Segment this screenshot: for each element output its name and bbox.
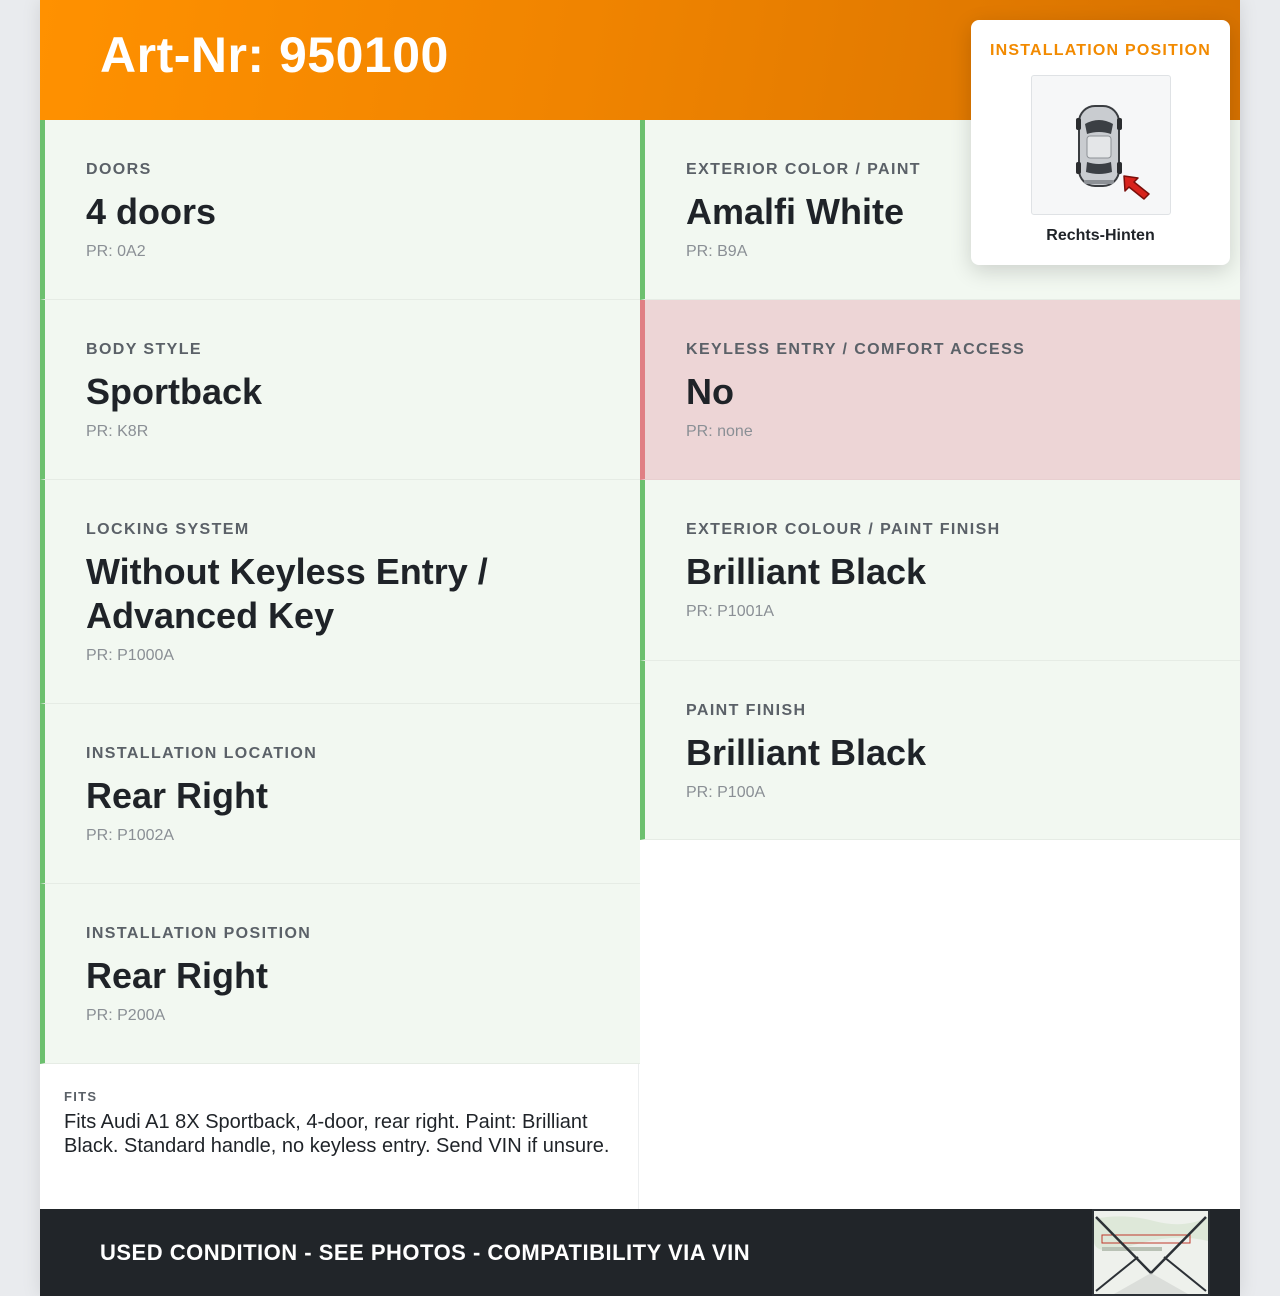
fits-description: Fits Audi A1 8X Sportback, 4-door, rear right. Paint: Brilliant Black. Standard handle, no keyless entry. Send VIN if unsure.	[64, 1111, 610, 1157]
attribute-pr-code: PR: P1002A	[86, 827, 175, 844]
attribute-cell-installation-location	[40, 704, 640, 884]
attribute-cell-paint-finish	[640, 661, 1240, 840]
attribute-cell-locking-system	[40, 480, 640, 704]
attribute-cell-installation-position	[40, 884, 640, 1064]
left-column	[40, 120, 640, 1064]
product-sheet	[40, 0, 1240, 1296]
installation-caption: Rechts-Hinten	[1046, 227, 1155, 244]
attribute-label: DOORS	[86, 161, 152, 178]
attribute-value: 4 doors	[86, 191, 217, 232]
attribute-label: KEYLESS ENTRY / COMFORT ACCESS	[686, 341, 1026, 358]
attribute-cell-body-style	[40, 300, 640, 480]
installation-position-card	[971, 20, 1230, 265]
attribute-pr-code: PR: P1001A	[686, 603, 775, 620]
attribute-label: BODY STYLE	[86, 341, 202, 358]
attribute-value: Rear Right	[86, 775, 269, 816]
registration-document-thumbnail[interactable]	[1092, 1209, 1210, 1296]
arrow-rear-right-icon	[1120, 172, 1154, 202]
attribute-pr-code: PR: P200A	[86, 1007, 166, 1024]
attribute-value: Brilliant Black	[686, 732, 927, 773]
attribute-pr-code: PR: K8R	[86, 423, 149, 440]
attribute-pr-code: PR: none	[686, 423, 753, 440]
attribute-value: Rear Right	[86, 955, 269, 996]
attribute-cell-keyless-entry	[640, 300, 1240, 480]
attribute-label: EXTERIOR COLOR / PAINT	[686, 161, 921, 178]
attribute-cell-exterior-colour-finish	[640, 480, 1240, 661]
attribute-value: No	[686, 371, 734, 412]
attribute-value: Brilliant Black	[686, 551, 927, 592]
attribute-value: Sportback	[86, 371, 263, 412]
registration-document-icon	[1094, 1211, 1208, 1294]
attribute-value: Without Keyless Entry / Advanced Key	[86, 551, 488, 636]
attribute-label: PAINT FINISH	[686, 702, 807, 719]
footer-condition-note: USED CONDITION - SEE PHOTOS - COMPATIBILITY VIA VIN	[100, 1240, 751, 1265]
fits-section	[40, 1064, 639, 1209]
attribute-pr-code: PR: P1000A	[86, 647, 175, 664]
article-number-title: Art-Nr: 950100	[100, 27, 449, 83]
attribute-label: EXTERIOR COLOUR / PAINT FINISH	[686, 521, 1001, 538]
attribute-label: LOCKING SYSTEM	[86, 521, 250, 538]
attribute-cell-doors	[40, 120, 640, 300]
attribute-label: INSTALLATION POSITION	[86, 925, 312, 942]
footer-bar	[40, 1209, 1240, 1296]
attribute-pr-code: PR: B9A	[686, 243, 748, 260]
fits-label: FITS	[64, 1089, 98, 1104]
attribute-pr-code: PR: 0A2	[86, 243, 146, 260]
installation-diagram	[1031, 75, 1171, 215]
installation-card-title: INSTALLATION POSITION	[989, 42, 1212, 59]
attribute-value: Amalfi White	[686, 191, 905, 232]
attribute-pr-code: PR: P100A	[686, 784, 766, 801]
attribute-label: INSTALLATION LOCATION	[86, 745, 318, 762]
